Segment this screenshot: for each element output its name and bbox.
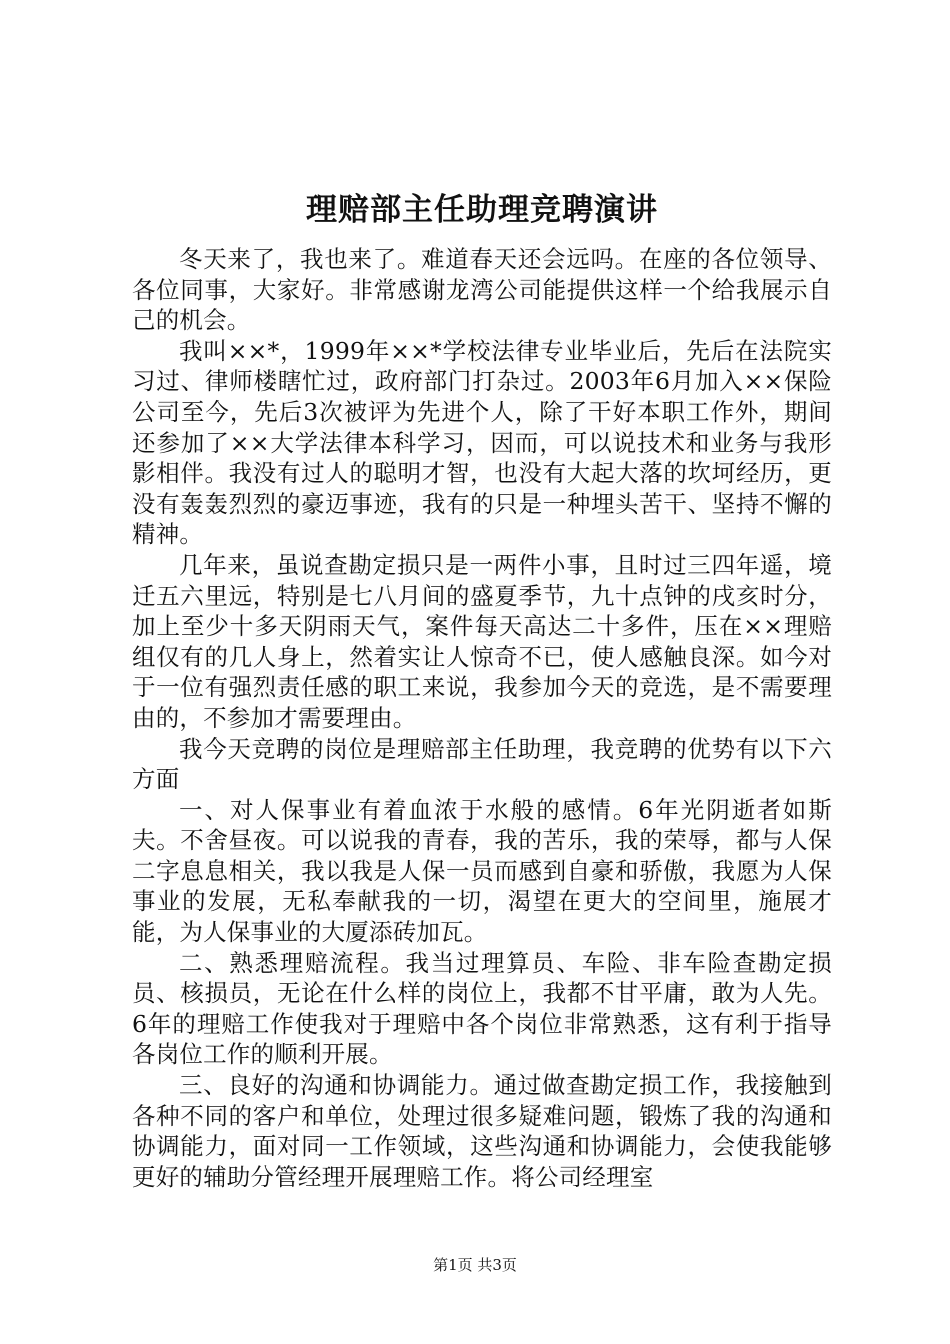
page-number-footer: 第1页 共3页 <box>433 1256 517 1274</box>
paragraph-advantage-three: 三、良好的沟通和协调能力。通过做查勘定损工作，我接触到各种不同的客户和单位，处理过很多疑难问题，锻炼了我的沟通和协调能力，面对同一工作领域，这些沟通和协调能力，会使我能够更好的辅助分管经理开展理赔工作。将公司经理室 <box>132 1071 832 1191</box>
paragraph-motivation: 几年来，虽说查勘定损只是一两件小事，且时过三四年遥，境迁五六里远，特别是七八月间的盛夏季节，九十点钟的戌亥时分，加上至少十多天阴雨天气，案件每天高达二十多件，压在××理赔组仅有的几人身上，然着实让人惊奇不已，使人感触良深。如今对于一位有强烈责任感的职工来说，我参加今天的竞选，是不需要理由的，不参加才需要理由。 <box>132 550 832 732</box>
document-title: 理赔部主任助理竞聘演讲 <box>306 192 658 228</box>
paragraph-greeting: 冬天来了，我也来了。难道春天还会远吗。在座的各位领导、各位同事，大家好。非常感谢龙湾公司能提供这样一个给我展示自己的机会。 <box>132 245 832 335</box>
paragraph-introduction: 我叫××*，1999年××*学校法律专业毕业后，先后在法院实习过、律师楼瞎忙过，政府部门打杂过。2003年6月加入××保险公司至今，先后3次被评为先进个人，除了干好本职工作外，期间还参加了××大学法律本科学习，因而，可以说技术和业务与我形影相伴。我没有过人的聪明才智，也没有大起大落的坎坷经历，更没有轰轰烈烈的豪迈事迹，我有的只是一种埋头苦干、坚持不懈的精神。 <box>132 336 832 549</box>
paragraph-advantage-one: 一、对人保事业有着血浓于水般的感情。6年光阴逝者如斯夫。不舍昼夜。可以说我的青春，我的苦乐，我的荣辱，都与人保二字息息相关，我以我是人保一员而感到自豪和骄傲，我愿为人保事业的发展，无私奉献我的一切，渴望在更大的空间里，施展才能，为人保事业的大厦添砖加瓦。 <box>132 795 832 947</box>
paragraph-advantage-two: 二、熟悉理赔流程。我当过理算员、车险、非车险查勘定损员、核损员，无论在什么样的岗位上，我都不甘平庸，敢为人先。6年的理赔工作使我对于理赔中各个岗位非常熟悉，这有利于指导各岗位工作的顺利开展。 <box>132 948 832 1069</box>
paragraph-position: 我今天竞聘的岗位是理赔部主任助理，我竞聘的优势有以下六方面 <box>132 734 832 794</box>
